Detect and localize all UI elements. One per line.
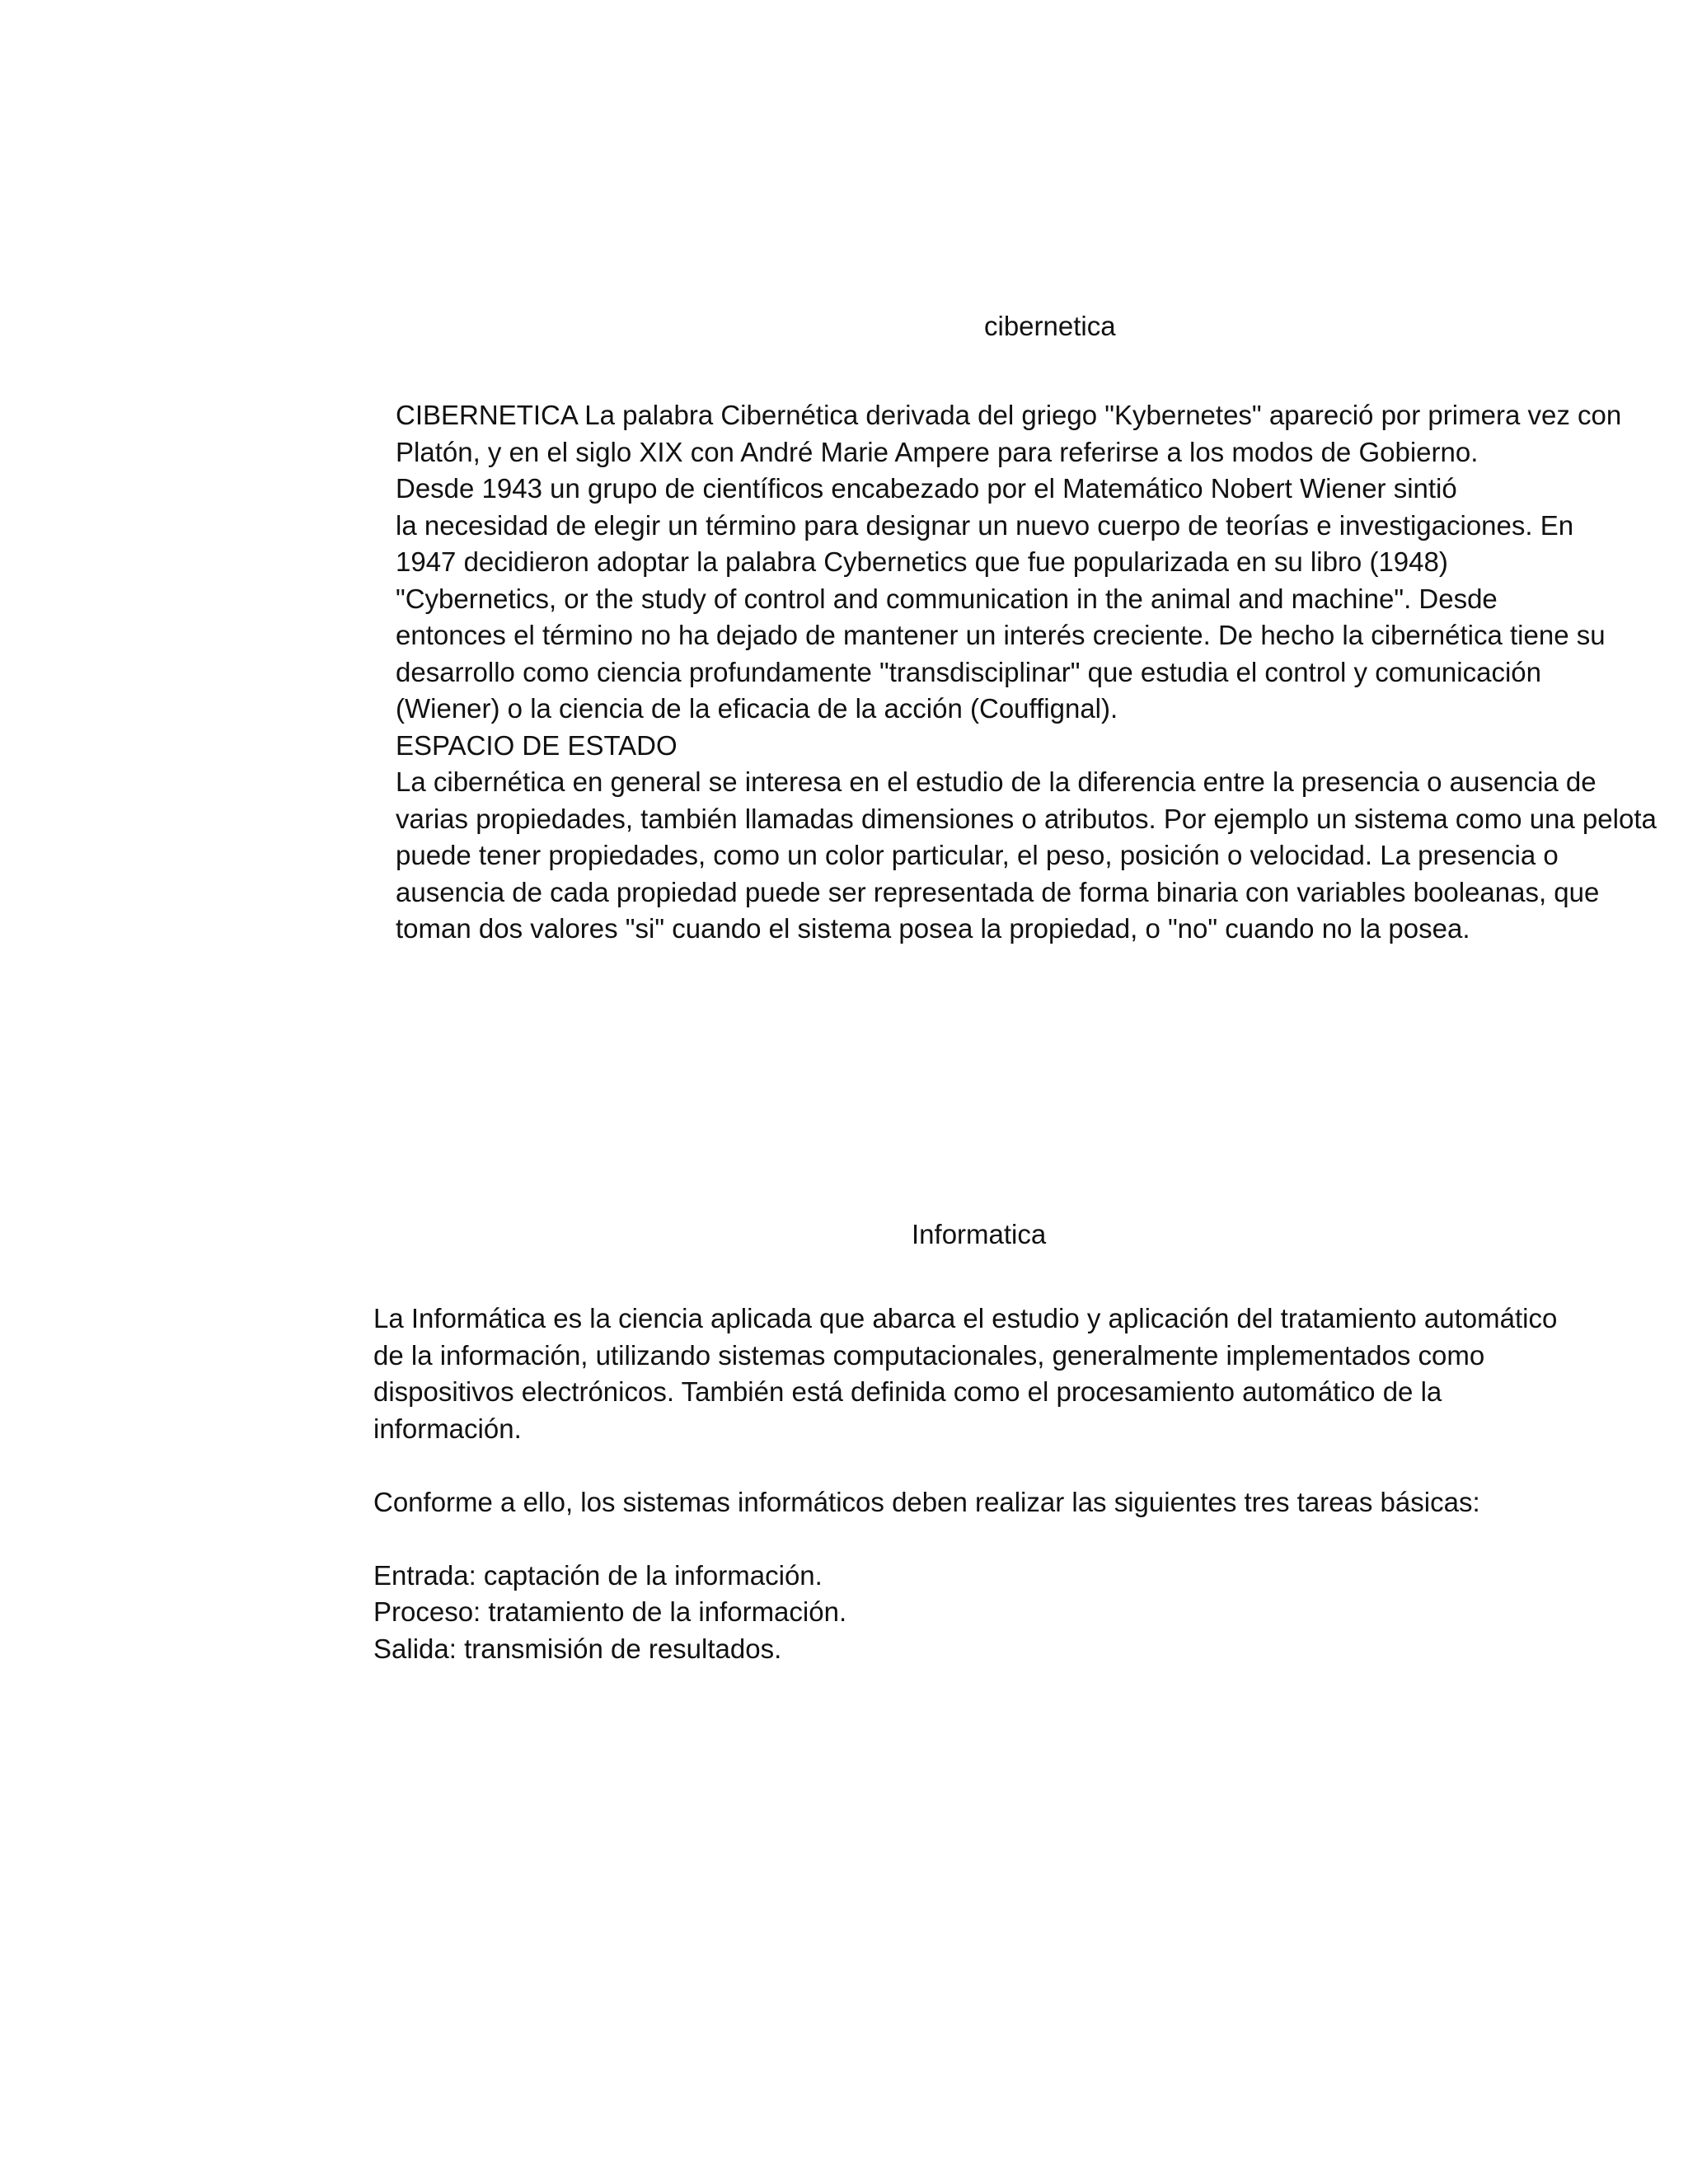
cibernetica-title: cibernetica <box>984 311 1116 341</box>
list-item-entrada: Entrada: captación de la información. <box>373 1559 823 1591</box>
text-line: la necesidad de elegir un término para designar un nuevo cuerpo de teorías e investigaciones. En <box>396 509 1574 541</box>
section-heading: ESPACIO DE ESTADO <box>396 729 678 761</box>
text-line: puede tener propiedades, como un color particular, el peso, posición o velocidad. La presencia o <box>396 840 1559 870</box>
blank-line <box>373 1447 1403 1484</box>
text-line: 1947 decidieron adoptar la palabra Cybernetics que fue popularizada en su libro (1948) <box>396 546 1448 577</box>
informatica-text <box>373 1301 1558 1680</box>
text-line: Platón, y en el siglo XIX con André Marie Ampere para referirse a los modos de Gobierno. <box>396 436 1479 467</box>
text-line: La Informática es la ciencia aplicada que abarca el estudio y aplicación del tratamiento automático <box>373 1303 1558 1333</box>
text-line: de la información, utilizando sistemas computacionales, generalmente implementados como <box>373 1339 1485 1371</box>
text-line: ausencia de cada propiedad puede ser representada de forma binaria con variables booleanas, que <box>396 876 1600 907</box>
text-line: (Wiener) o la ciencia de la eficacia de la acción (Couffignal). <box>396 693 1118 724</box>
list-item-salida: Salida: transmisión de resultados. <box>373 1633 782 1664</box>
informatica-title: Informatica <box>912 1219 1047 1249</box>
text-line: desarrollo como ciencia profundamente "transdisciplinar" que estudia el control y comunicación <box>396 656 1541 687</box>
text-line: Desde 1943 un grupo de científicos encabezado por el Matemático Nobert Wiener sintió <box>396 473 1457 504</box>
text-line: dispositivos electrónicos. También está definida como el procesamiento automático de la <box>373 1376 1442 1407</box>
text-line: entonces el término no ha dejado de mantener un interés creciente. De hecho la cibernética tiene su <box>396 620 1606 650</box>
text-line: La cibernética en general se interesa en el estudio de la diferencia entre la presencia o ausencia de <box>396 766 1597 797</box>
cibernetica-text <box>396 397 1657 949</box>
text-line: varias propiedades, también llamadas dimensiones o atributos. Por ejemplo un sistema como una pelota <box>396 803 1657 834</box>
list-item-proceso: Proceso: tratamiento de la información. <box>373 1596 847 1627</box>
text-line: Conforme a ello, los sistemas informáticos deben realizar las siguientes tres tareas básicas: <box>373 1486 1480 1517</box>
text-line: "Cybernetics, or the study of control and communication in the animal and machine". Desde <box>396 583 1498 614</box>
text-line: información. <box>373 1413 522 1444</box>
text-line: toman dos valores "si" cuando el sistema posea la propiedad, o "no" cuando no la posea. <box>396 913 1470 944</box>
blank-line <box>373 1521 1403 1558</box>
text-line: CIBERNETICA La palabra Cibernética derivada del griego "Kybernetes" apareció por primera vez con <box>396 400 1622 430</box>
